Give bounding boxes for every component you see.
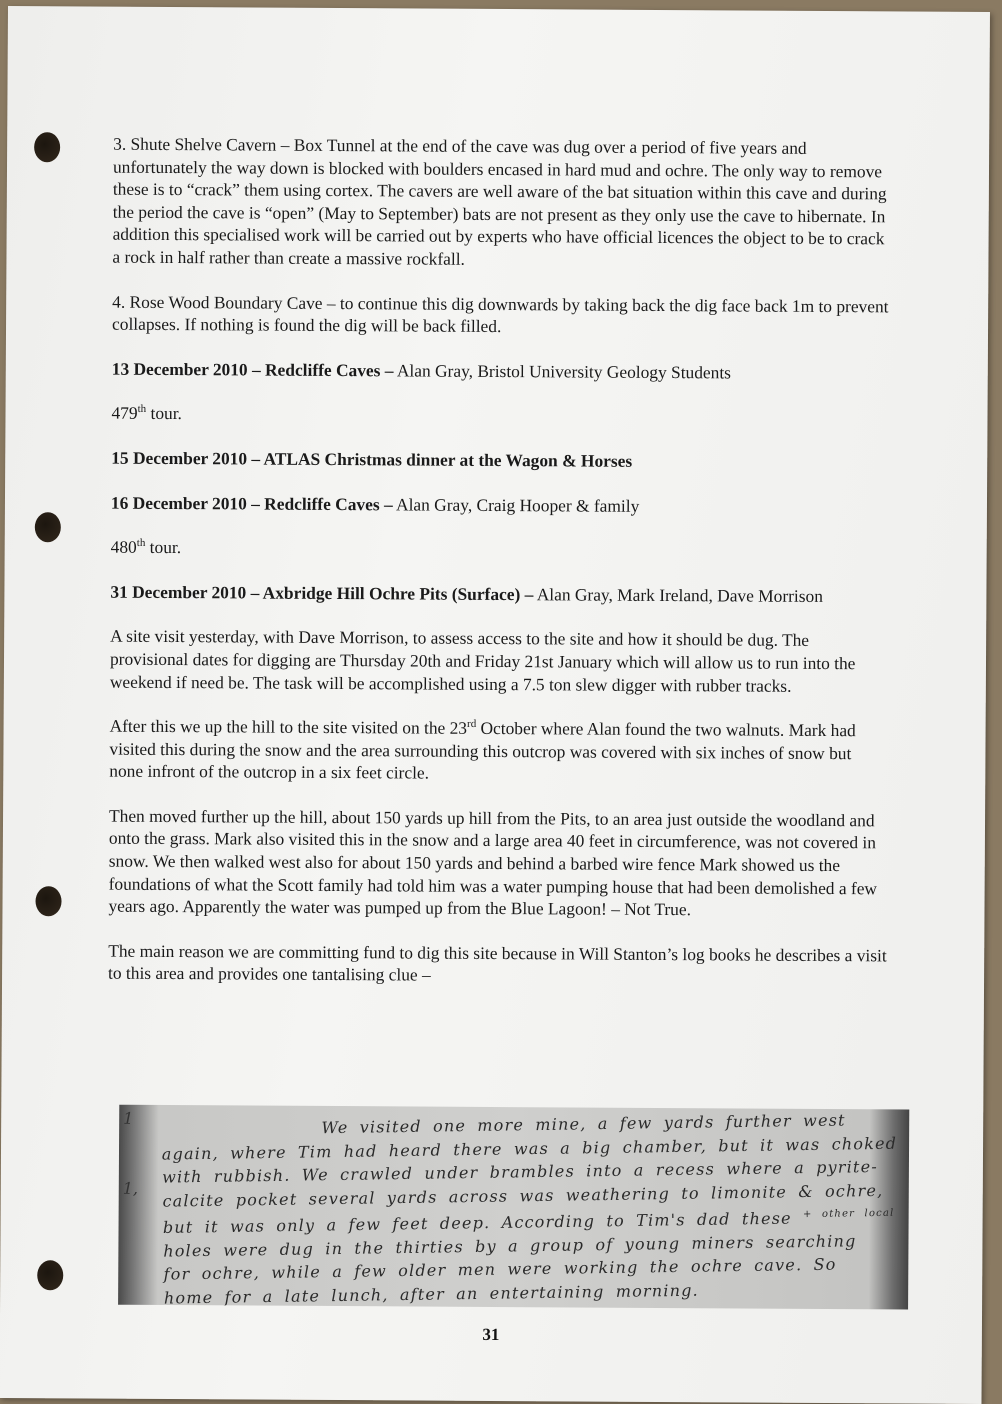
binder-hole bbox=[34, 132, 60, 162]
handwritten-log-scan bbox=[118, 1105, 909, 1310]
handwritten-line: but it was only a few feet deep. According to Tim's dad these $^{+ other local}$ bbox=[162, 1207, 895, 1237]
binder-hole bbox=[35, 512, 61, 542]
document-page bbox=[0, 6, 990, 1404]
log-entry bbox=[111, 491, 891, 518]
paragraph-main-reason: The main reason we are committing fund to dig this site because in Will Stanton’s log books he describes a visit to this area and provides one tantalising clue – bbox=[108, 940, 887, 986]
handwritten-line: calcite pocket several yards across was weathering to limonite & ochre, bbox=[162, 1180, 884, 1211]
handwritten-line: We visited one more mine, a few yards further west bbox=[321, 1110, 846, 1138]
handwritten-line: for ochre, while a few older men were working the ochre cave. So bbox=[163, 1254, 837, 1284]
entry-heading: 31 December 2010 – Axbridge Hill Ochre Pits (Surface) – bbox=[110, 581, 534, 604]
binder-hole bbox=[37, 1260, 63, 1290]
paragraph-pumping-house: Then moved further up the hill, about 150 yards up hill from the Pits, to an area just outside the woodland and onto the grass. Mark also visited this in the snow and a large area 40 feet in circumference, was not covered in snow. We then walked west also for about 150 yards and behind a barbed wire fence Mark showed us the foundations of what the Scott family had told him was a water pumping house that had been demolished a few years ago. Apparently the water was pumped up from the Blue Lagoon! – Not True. bbox=[108, 805, 878, 920]
entry-heading: 15 December 2010 – ATLAS Christmas dinner at the Wagon & Horses bbox=[111, 447, 633, 471]
log-entry bbox=[112, 357, 892, 384]
entry-heading: 13 December 2010 – Redcliffe Caves – bbox=[111, 358, 394, 381]
entry-heading: 16 December 2010 – Redcliffe Caves – bbox=[110, 492, 393, 514]
handwritten-insert: + other local bbox=[802, 1207, 895, 1221]
handwritten-text bbox=[161, 1108, 898, 1310]
log-entry bbox=[110, 580, 890, 607]
paragraph-shute-shelve: 3. Shute Shelve Cavern – Box Tunnel at the end of the cave was dug over a period of five years and unfortunately the way down is blocked with boulders encased in hard mud and ochre. The only way to remove these is to “crack” them using cortex. The cavers are well aware of the bat situation within this cave and during the period the cave is “open” (May to September) bats are not present as they only use the cave to hibernate. In addition this specialised work will be carried out by experts who have official licences the object to be to crack a rock in half rather than create a massive rockfall. bbox=[112, 133, 887, 269]
entry-participants: Alan Gray, Bristol University Geology Students bbox=[393, 360, 732, 383]
tour-count: 480th tour. bbox=[110, 536, 182, 558]
document-body bbox=[108, 133, 893, 1012]
scan-margin-mark: 1, bbox=[122, 1178, 139, 1198]
entry-participants: Alan Gray, Craig Hooper & family bbox=[392, 493, 640, 516]
paragraph-walnuts: After this we up the hill to the site visited on the 23rd October where Alan found the two walnuts. Mark had visited this during the snow and the area surrounding this outcrop was covered with six inches of snow but none infront of the outcrop in a six feet circle. bbox=[109, 715, 856, 783]
entry-participants: Alan Gray, Mark Ireland, Dave Morrison bbox=[533, 583, 824, 606]
handwritten-line: with rubbish. We crawled under brambles into a recess where a pyrite- bbox=[162, 1156, 879, 1187]
handwritten-line: again, where Tim had heard there was a big chamber, but it was choked bbox=[161, 1133, 898, 1164]
log-entry bbox=[111, 447, 891, 474]
handwritten-line: home for a late lunch, after an entertaining morning. bbox=[163, 1280, 700, 1308]
paragraph-rose-wood: 4. Rose Wood Boundary Cave – to continue this dig downwards by taking back the dig face back 1m to prevent collapses. If nothing is found the dig will be back filled. bbox=[111, 291, 889, 337]
tour-count: 479th tour. bbox=[111, 402, 182, 424]
page-number: 31 bbox=[482, 1324, 500, 1345]
scan-margin-mark: 1 bbox=[123, 1108, 134, 1128]
handwritten-line: holes were dug in the thirties by a group of young miners searching bbox=[163, 1231, 857, 1261]
binder-hole bbox=[35, 886, 61, 916]
paragraph-site-visit: A site visit yesterday, with Dave Morrison, to assess access to the site and how it should be dug. The provisional dates for digging are Thursday 20th and Friday 21st January which will allow us to run into the weekend if need be. The task will be accomplished using a 7.5 ton slew digger with rubber tracks. bbox=[109, 625, 856, 696]
